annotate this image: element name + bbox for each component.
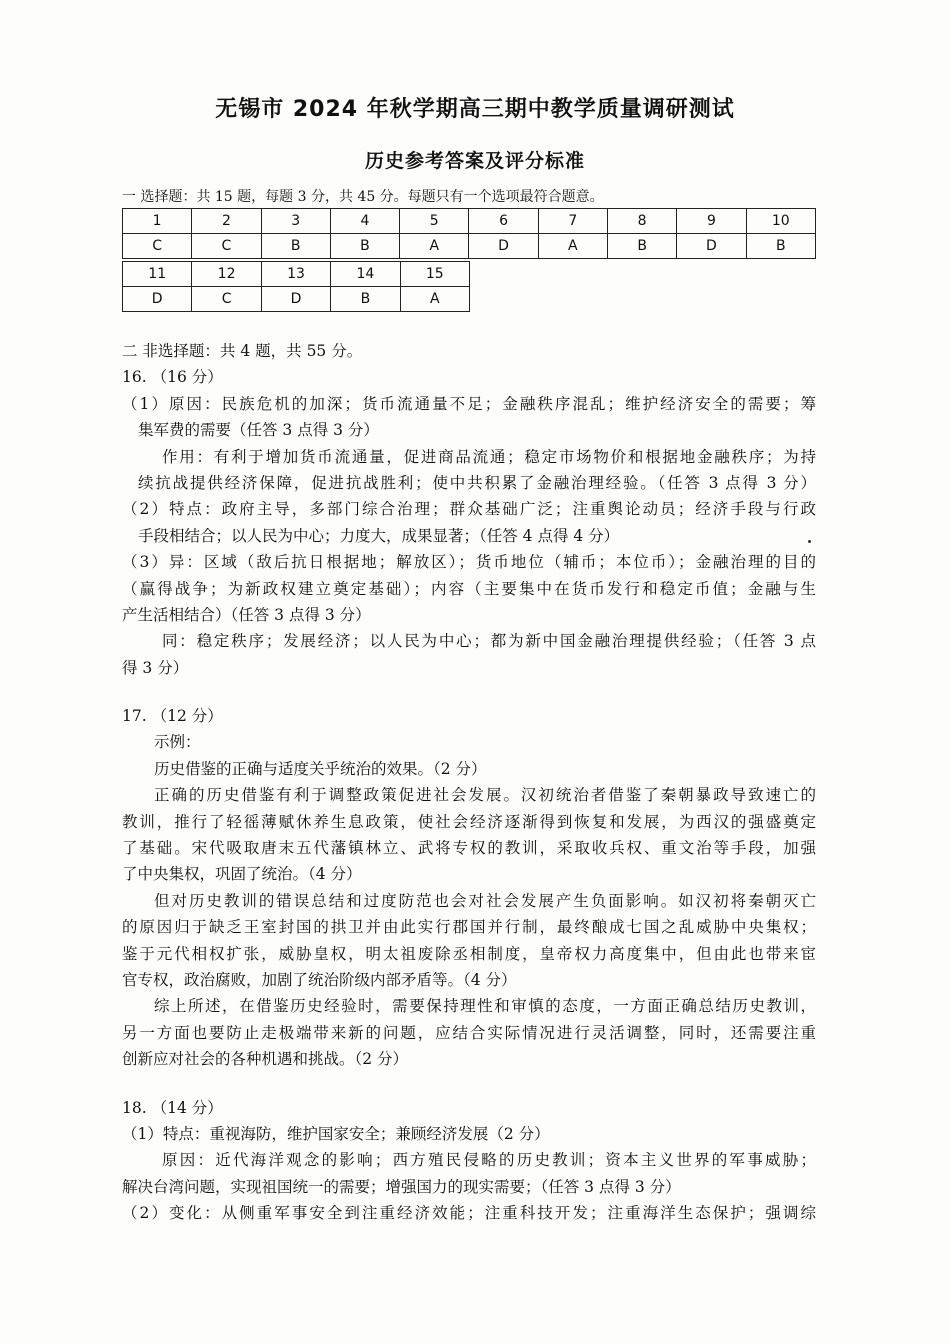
q16-line: （3）异：区域（敌后抗日根据地；解放区）；货币地位（辅币；本位币）；金融治理的目的 — [122, 553, 816, 572]
table-cell: B — [330, 234, 399, 259]
q18-line: （1）特点：重视海防，维护国家安全；兼顾经济发展（2 分） — [122, 1124, 550, 1143]
table-cell: C — [192, 234, 261, 259]
table-cell: D — [469, 234, 538, 259]
q18-line: 解决台湾问题，实现祖国统一的需要；增强国力的现实需要；（任答 3 点得 3 分） — [122, 1177, 681, 1196]
q18-line: （2）变化：从侧重军事安全到注重经济效能；注重科技开发；注重海洋生态保护；强调综 — [122, 1204, 816, 1223]
table-cell: 15 — [400, 262, 469, 287]
table-cell: 14 — [331, 262, 400, 287]
q17-line: 综上所述，在借鉴历史经验时，需要保持理性和审慎的态度，一方面正确总结历史教训， — [154, 997, 816, 1016]
q17-line: 历史借鉴的正确与适度关乎统治的效果。（2 分） — [154, 759, 487, 778]
table-cell: A — [400, 234, 469, 259]
table-cell: 5 — [400, 209, 469, 234]
table-cell: B — [261, 234, 330, 259]
table-row-numbers — [123, 209, 816, 234]
q17-line: 了基础。宋代吸取唐末五代藩镇林立、武将专权的教训，采取收兵权、重文治等手段，加强 — [122, 839, 816, 858]
table-cell: 4 — [330, 209, 399, 234]
answer-table-1 — [122, 208, 816, 259]
q16-line: （1）原因：民族危机的加深；货币流通量不足；金融秩序混乱；维护经济安全的需要；筹 — [122, 394, 816, 413]
table-row-numbers — [123, 262, 470, 287]
table-cell: 12 — [192, 262, 261, 287]
q17-line: 官专权，政治腐败，加剧了统治阶级内部矛盾等。（4 分） — [122, 970, 517, 989]
section1-heading: 一 选择题：共 15 题，每题 3 分，共 45 分。每题只有一个选项最符合题意。 — [122, 189, 604, 205]
table-cell: D — [261, 287, 330, 312]
q17-line: 示例： — [154, 733, 201, 752]
q17-line: 另一方面也要防止走极端带来新的问题，应结合实际情况进行灵活调整，同时，还需要注重 — [122, 1023, 816, 1042]
table-cell: D — [677, 234, 746, 259]
q16-line: （赢得战争；为新政权建立奠定基础）；内容（主要集中在货币发行和稳定币值；金融与生 — [122, 579, 816, 598]
q16-line: 同：稳定秩序；发展经济；以人民为中心；都为新中国金融治理提供经验；（任答 3 点 — [162, 632, 816, 651]
q17-line: 教训，推行了轻徭薄赋休养生息政策，使社会经济逐渐得到恢复和发展，为西汉的强盛奠定 — [122, 812, 816, 831]
q17-line: 创新应对社会的各种机遇和挑战。（2 分） — [122, 1050, 409, 1069]
table-cell: D — [123, 287, 192, 312]
table-cell: 2 — [192, 209, 261, 234]
q16-line: 产生活相结合）（任答 3 点得 3 分） — [122, 605, 371, 624]
q17-line: 的原因归于缺乏王室封国的拱卫并由此实行郡国并行制，最终酿成七国之乱威胁中央集权； — [122, 918, 816, 937]
q17-line: 但对历史教训的错误总结和过度防范也会对社会发展产生负面影响。如汉初将秦朝灭亡 — [154, 891, 816, 910]
page-subtitle: 历史参考答案及评分标准 — [364, 150, 585, 172]
table-cell: B — [746, 234, 815, 259]
q16-line: 集军费的需要（任答 3 点得 3 分） — [138, 421, 379, 440]
q16-line: 手段相结合；以人民为中心；力度大，成果显著；（任答 4 点得 4 分） — [138, 526, 620, 545]
table-cell: 8 — [607, 209, 676, 234]
q16-line: （2）特点：政府主导，多部门综合治理；群众基础广泛；注重舆论动员；经济手段与行政 — [122, 500, 816, 519]
table-cell: 3 — [261, 209, 330, 234]
table-cell: 10 — [746, 209, 815, 234]
table-cell: 6 — [469, 209, 538, 234]
q17-line: 了中央集权，巩固了统治。（4 分） — [122, 865, 362, 884]
q16-line: 作用：有利于增加货币流通量，促进商品流通；稳定市场物价和根据地金融秩序；为持 — [162, 447, 816, 466]
answer-content — [122, 338, 816, 1227]
table-cell: 9 — [677, 209, 746, 234]
q17-line: 正确的历史借鉴有利于调整政策促进社会发展。汉初统治者借鉴了秦朝暴政导致速亡的 — [154, 786, 816, 805]
answer-table-2 — [122, 261, 470, 312]
table-cell: C — [123, 234, 192, 259]
table-cell: A — [400, 287, 469, 312]
table-cell: B — [331, 287, 400, 312]
table-cell: A — [538, 234, 607, 259]
table-cell: 13 — [261, 262, 330, 287]
q16-line: 续抗战提供经济保障，促进抗战胜利；使中共积累了金融治理经验。（任答 3 点得 3 分） — [138, 473, 816, 492]
q16-heading: 16. （16 分） — [122, 368, 223, 387]
table-cell: C — [192, 287, 261, 312]
table-cell: 1 — [123, 209, 192, 234]
page-title: 无锡市 2024 年秋学期高三期中教学质量调研测试 — [215, 97, 735, 122]
q18-line: 原因：近代海洋观念的影响；西方殖民侵略的历史教训；资本主义世界的军事威胁； — [162, 1151, 816, 1170]
q17-heading: 17. （12 分） — [122, 707, 223, 726]
table-row-answers — [123, 234, 816, 259]
q17-line: 鉴于元代相权扩张，威胁皇权，明太祖废除丞相制度，皇帝权力高度集中，但由此也带来宦 — [122, 944, 816, 963]
q18-heading: 18. （14 分） — [122, 1098, 223, 1117]
table-cell: 7 — [538, 209, 607, 234]
table-cell: B — [607, 234, 676, 259]
section2-heading: 二 非选择题：共 4 题，共 55 分。 — [122, 342, 363, 360]
q16-line: 得 3 分） — [122, 658, 189, 677]
table-cell: 11 — [123, 262, 192, 287]
table-row-answers — [123, 287, 470, 312]
